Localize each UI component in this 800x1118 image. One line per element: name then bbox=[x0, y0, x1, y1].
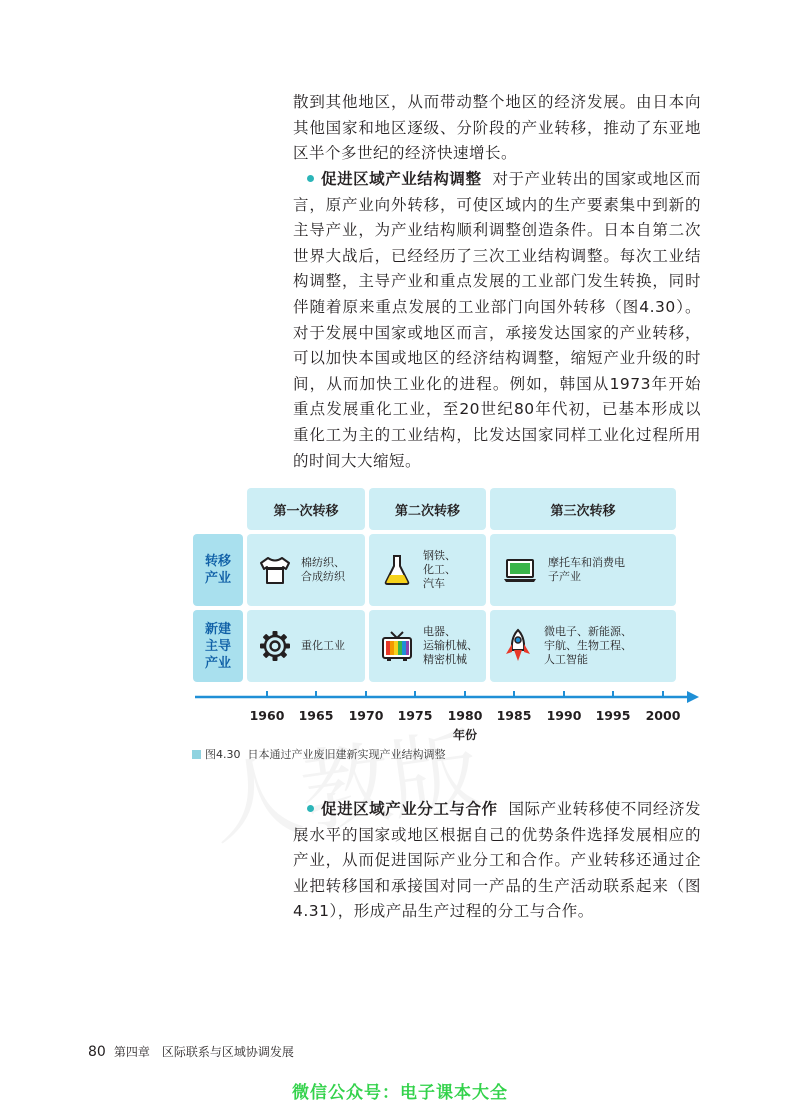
flask-icon bbox=[379, 552, 415, 588]
bullet-icon bbox=[307, 175, 314, 182]
header-third-transfer: 第三次转移 bbox=[490, 488, 676, 530]
header-first-transfer: 第一次转移 bbox=[247, 488, 365, 530]
rocket-icon bbox=[500, 628, 536, 664]
shirt-icon bbox=[257, 552, 293, 588]
caption-text: 日本通过产业废旧建新实现产业结构调整 bbox=[247, 748, 446, 761]
paragraph-3 bbox=[293, 797, 701, 925]
axis-title-year: 年份 bbox=[452, 728, 478, 742]
cell-transfer-2 bbox=[369, 534, 486, 606]
row-label-new: 新建 主导 产业 bbox=[193, 610, 243, 682]
gear-icon bbox=[257, 628, 293, 664]
transfer-industry-2: 钢铁、 化工、 汽车 bbox=[423, 549, 456, 590]
new-industry-2: 电器、 运输机械、 精密机械 bbox=[423, 625, 478, 666]
section-heading-cooperation: 促进区域产业分工与合作 bbox=[321, 800, 498, 818]
transfer-industry-1: 棉纺织、 合成纺织 bbox=[301, 556, 345, 583]
year-label-1960: 1960 bbox=[249, 708, 285, 723]
year-label-1975: 1975 bbox=[397, 708, 433, 723]
row-label-transfer: 转移 产业 bbox=[193, 534, 243, 606]
laptop-icon bbox=[500, 552, 540, 588]
new-industry-3: 微电子、新能源、 宇航、生物工程、 人工智能 bbox=[544, 625, 632, 666]
paragraph-1: 散到其他地区，从而带动整个地区的经济发展。由日本向其他国家和地区逐级、分阶段的产业转移，推动了东亚地区半个多世纪的经济快速增长。 bbox=[293, 93, 701, 163]
watermark-bottom: 微信公众号：电子课本大全 bbox=[292, 1083, 508, 1103]
tv-icon bbox=[379, 628, 415, 664]
cell-new-1 bbox=[247, 610, 365, 682]
paragraph-2 bbox=[293, 167, 701, 474]
cell-transfer-3 bbox=[490, 534, 676, 606]
paragraph-3-body: 国际产业转移使不同经济发展水平的国家或地区根据自己的优势条件选择发展相应的产业，从而促进国际产业分工和合作。产业转移还通过企业把转移国和承接国对同一产品的生产活动联系起来（图4.31），形成产品生产过程的分工与合作。 bbox=[293, 800, 701, 921]
figure-timeline bbox=[193, 488, 703, 753]
timeline-axis bbox=[193, 688, 703, 708]
new-industry-1: 重化工业 bbox=[301, 639, 345, 652]
caption-marker-icon bbox=[192, 750, 201, 759]
cell-transfer-1 bbox=[247, 534, 365, 606]
paragraph-2-body: 对于产业转出的国家或地区而言，原产业向外转移，可使区域内的生产要素集中到新的主导产业，为产业结构顺利调整创造条件。日本自第二次世界大战后，已经经历了三次工业结构调整。每次工业结构调整，主导产业和重点发展的工业部门发生转换，同时伴随着原来重点发展的工业部门向国外转移（图4.30）。对于发展中国家或地区而言，承接发达国家的产业转移，可以加快本国或地区的经济结构调整，缩短产业升级的时间，从而加快工业化的进程。例如，韩国从1973年开始重点发展重化工业，至20世纪80年代初，已基本形成以重化工为主的工业结构，比发达国家同样工业化过程所用的时间大大缩短。 bbox=[293, 170, 701, 470]
chapter-title: 第四章 区际联系与区域协调发展 bbox=[113, 1045, 294, 1059]
page-number: 80 bbox=[88, 1044, 106, 1060]
figure-caption bbox=[192, 746, 446, 762]
page-footer bbox=[88, 1043, 294, 1060]
bullet-icon bbox=[307, 805, 314, 812]
year-label-1965: 1965 bbox=[298, 708, 334, 723]
cell-new-2 bbox=[369, 610, 486, 682]
year-label-1980: 1980 bbox=[447, 708, 483, 723]
header-second-transfer: 第二次转移 bbox=[369, 488, 486, 530]
year-label-2000: 2000 bbox=[645, 708, 681, 723]
year-label-1985: 1985 bbox=[496, 708, 532, 723]
year-label-1995: 1995 bbox=[595, 708, 631, 723]
transfer-industry-3: 摩托车和消费电 子产业 bbox=[548, 556, 625, 583]
year-label-1970: 1970 bbox=[348, 708, 384, 723]
year-label-1990: 1990 bbox=[546, 708, 582, 723]
cell-new-3 bbox=[490, 610, 676, 682]
section-heading-structure: 促进区域产业结构调整 bbox=[321, 170, 482, 188]
caption-number: 图4.30 bbox=[205, 748, 241, 761]
